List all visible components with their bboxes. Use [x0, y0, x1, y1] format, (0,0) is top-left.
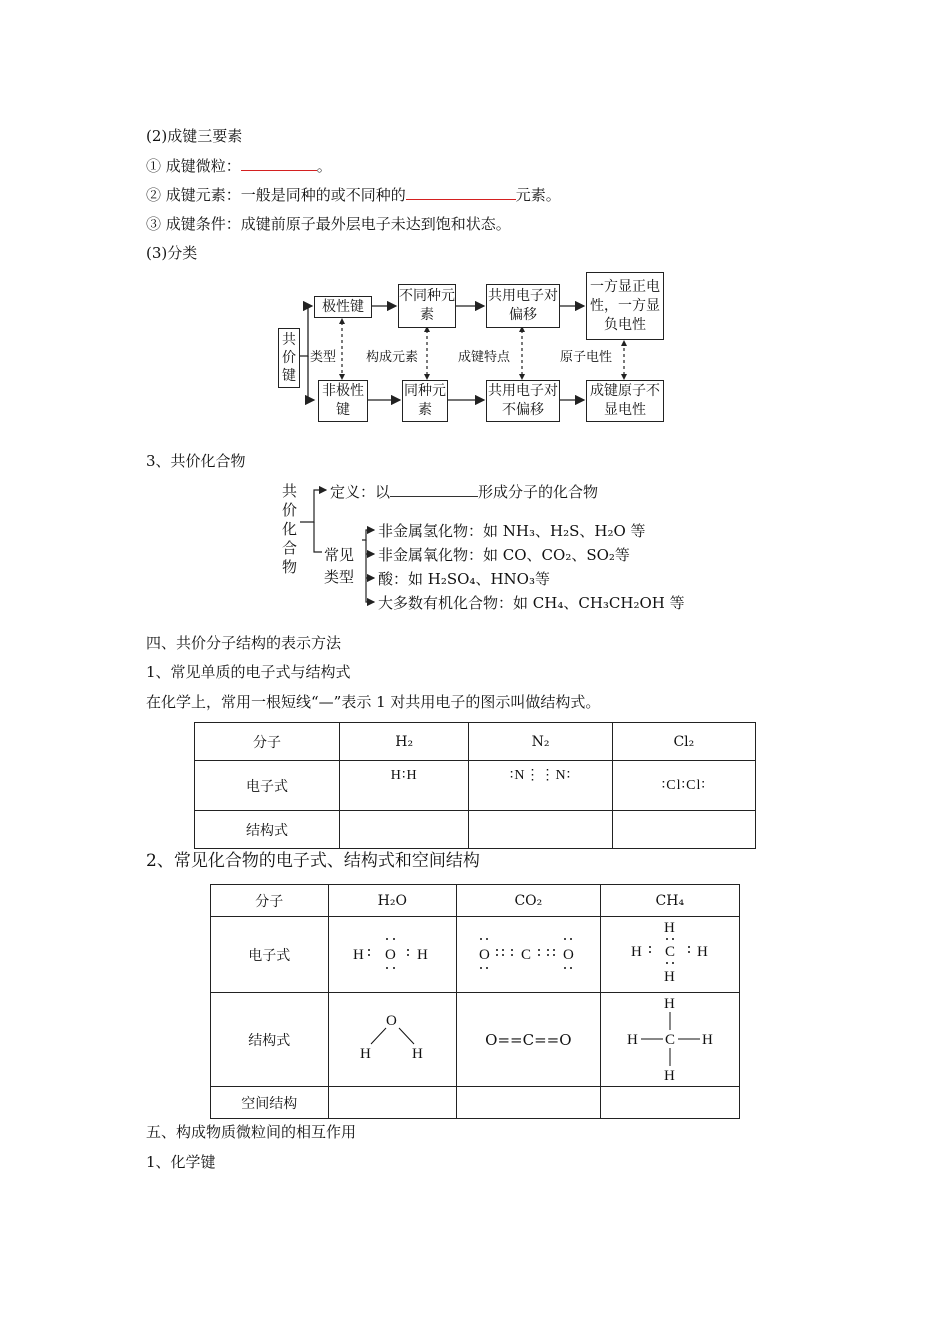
table-elemental-substances	[194, 722, 756, 849]
svg-text:H: H	[353, 946, 365, 963]
ch4-electron-dot-diagram	[625, 918, 715, 988]
svg-text:H: H	[417, 946, 429, 963]
item-bond-conditions: ③ 成键条件：成键前原子最外层电子未达到饱和状态。	[146, 215, 511, 233]
t2-structure-ch4	[600, 993, 739, 1087]
h2o-electron-dot-diagram	[347, 931, 437, 975]
type-nonmetal-oxides: 非金属氧化物：如 CO、CO₂、SO₂等	[378, 546, 630, 564]
co2-electron-dot-diagram	[473, 931, 583, 975]
sub-elements-formulas: 1、常见单质的电子式与结构式	[146, 663, 351, 681]
definition-suffix: 形成分子的化合物	[478, 483, 599, 501]
t2-structure-co2: O==C==O	[457, 993, 601, 1087]
heading-classification: (3)分类	[146, 244, 198, 262]
blank-definition[interactable]	[390, 482, 478, 497]
label-type: 类型	[310, 350, 337, 365]
t1-row-structure-label: 结构式	[195, 811, 340, 849]
label-atom-charge: 原子电性	[560, 350, 613, 365]
polar-bond-box: 极性键	[314, 296, 372, 318]
definition-prefix: 定义：以	[330, 483, 391, 501]
svg-text:O: O	[386, 1012, 398, 1029]
ch4-structural-formula	[625, 994, 715, 1082]
type-nonmetal-hydrides: 非金属氢化物：如 NH₃、H₂S、H₂O 等	[378, 522, 646, 540]
svg-text:H: H	[630, 943, 642, 960]
no-charge-box: 成键原子不显电性	[586, 380, 664, 422]
svg-text:C: C	[664, 1031, 675, 1048]
svg-text:C: C	[521, 946, 532, 963]
nonpolar-bond-box: 非极性键	[318, 380, 368, 422]
svg-text:H: H	[663, 995, 675, 1012]
shared-noshift-box: 共用电子对不偏移	[486, 380, 560, 422]
t1-electron-n2: ∶N⋮⋮N∶	[469, 761, 612, 811]
item2-prefix: ② 成键元素：一般是同种的或不同种的	[146, 186, 406, 204]
svg-text:C: C	[664, 943, 675, 960]
t1-header-molecule: 分子	[195, 723, 340, 761]
covalent-bond-root: 共价键	[278, 328, 300, 388]
t1-electron-h2: H∶H	[340, 761, 469, 811]
svg-text:H: H	[663, 1067, 675, 1082]
t2-header-co2: CO₂	[457, 885, 601, 917]
shared-shift-box: 共用电子对偏移	[486, 284, 560, 328]
item1-suffix: 。	[316, 157, 332, 175]
different-elements-box: 不同种元素	[398, 284, 456, 328]
t1-electron-cl2: ∶Cl∶Cl∶	[612, 761, 755, 811]
t2-row-electron-label: 电子式	[211, 917, 329, 993]
svg-text:H: H	[360, 1045, 372, 1062]
heading-interactions: 五、构成物质微粒间的相互作用	[146, 1123, 357, 1141]
t1-row-electron-label: 电子式	[195, 761, 340, 811]
t2-header-h2o: H₂O	[328, 885, 456, 917]
type-organic-compounds: 大多数有机化合物：如 CH₄、CH₃CH₂OH 等	[378, 594, 685, 612]
label-bond-features: 成键特点	[458, 350, 511, 365]
covalent-compound-root: 共价化合物	[282, 482, 298, 576]
t2-structure-h2o	[328, 993, 456, 1087]
heading-representation: 四、共价分子结构的表示方法	[146, 634, 342, 652]
t1-header-cl2: Cl₂	[612, 723, 755, 761]
sub-chemical-bond: 1、化学键	[146, 1153, 216, 1171]
svg-text:O: O	[563, 946, 575, 963]
heading-covalent-compounds: 3、共价化合物	[146, 452, 246, 470]
h2o-structural-formula	[352, 1010, 432, 1066]
table-compounds	[210, 884, 740, 1119]
svg-text:H: H	[663, 919, 675, 936]
t1-structure-h2[interactable]	[340, 811, 469, 849]
svg-text:H: H	[626, 1031, 638, 1048]
svg-text:O: O	[479, 946, 491, 963]
common-types-label: 常见类型	[324, 546, 355, 586]
t2-electron-ch4	[600, 917, 739, 993]
t1-structure-cl2[interactable]	[612, 811, 755, 849]
heading-bond-elements: (2)成键三要素	[146, 127, 243, 145]
charge-pos-neg-box: 一方显正电性，一方显负电性	[586, 272, 664, 340]
t2-row-space-label: 空间结构	[211, 1087, 329, 1119]
svg-text:H: H	[696, 943, 708, 960]
label-constituent-elements: 构成元素	[366, 350, 419, 365]
svg-text:O: O	[385, 946, 397, 963]
t2-header-molecule: 分子	[211, 885, 329, 917]
compound-definition	[330, 481, 598, 502]
structural-formula-note: 在化学上，常用一根短线“—”表示 1 对共用电子的图示叫做结构式。	[146, 693, 601, 711]
t1-header-n2: N₂	[469, 723, 612, 761]
svg-text:H: H	[412, 1045, 424, 1062]
t2-space-ch4[interactable]	[600, 1087, 739, 1119]
t2-space-h2o[interactable]	[328, 1087, 456, 1119]
t1-header-h2: H₂	[340, 723, 469, 761]
t2-electron-co2	[457, 917, 601, 993]
t2-row-structure-label: 结构式	[211, 993, 329, 1087]
type-acids: 酸：如 H₂SO₄、HNO₃等	[378, 570, 550, 588]
svg-text:H: H	[701, 1031, 713, 1048]
sub-compounds-formulas: 2、常见化合物的电子式、结构式和空间结构	[146, 851, 480, 871]
t1-structure-n2[interactable]	[469, 811, 612, 849]
t2-electron-h2o	[328, 917, 456, 993]
t2-header-ch4: CH₄	[600, 885, 739, 917]
same-elements-box: 同种元素	[402, 380, 448, 422]
item2-suffix: 元素。	[515, 186, 561, 204]
item1-prefix: ① 成键微粒：	[146, 157, 241, 175]
svg-text:H: H	[663, 968, 675, 985]
t2-space-co2[interactable]	[457, 1087, 601, 1119]
